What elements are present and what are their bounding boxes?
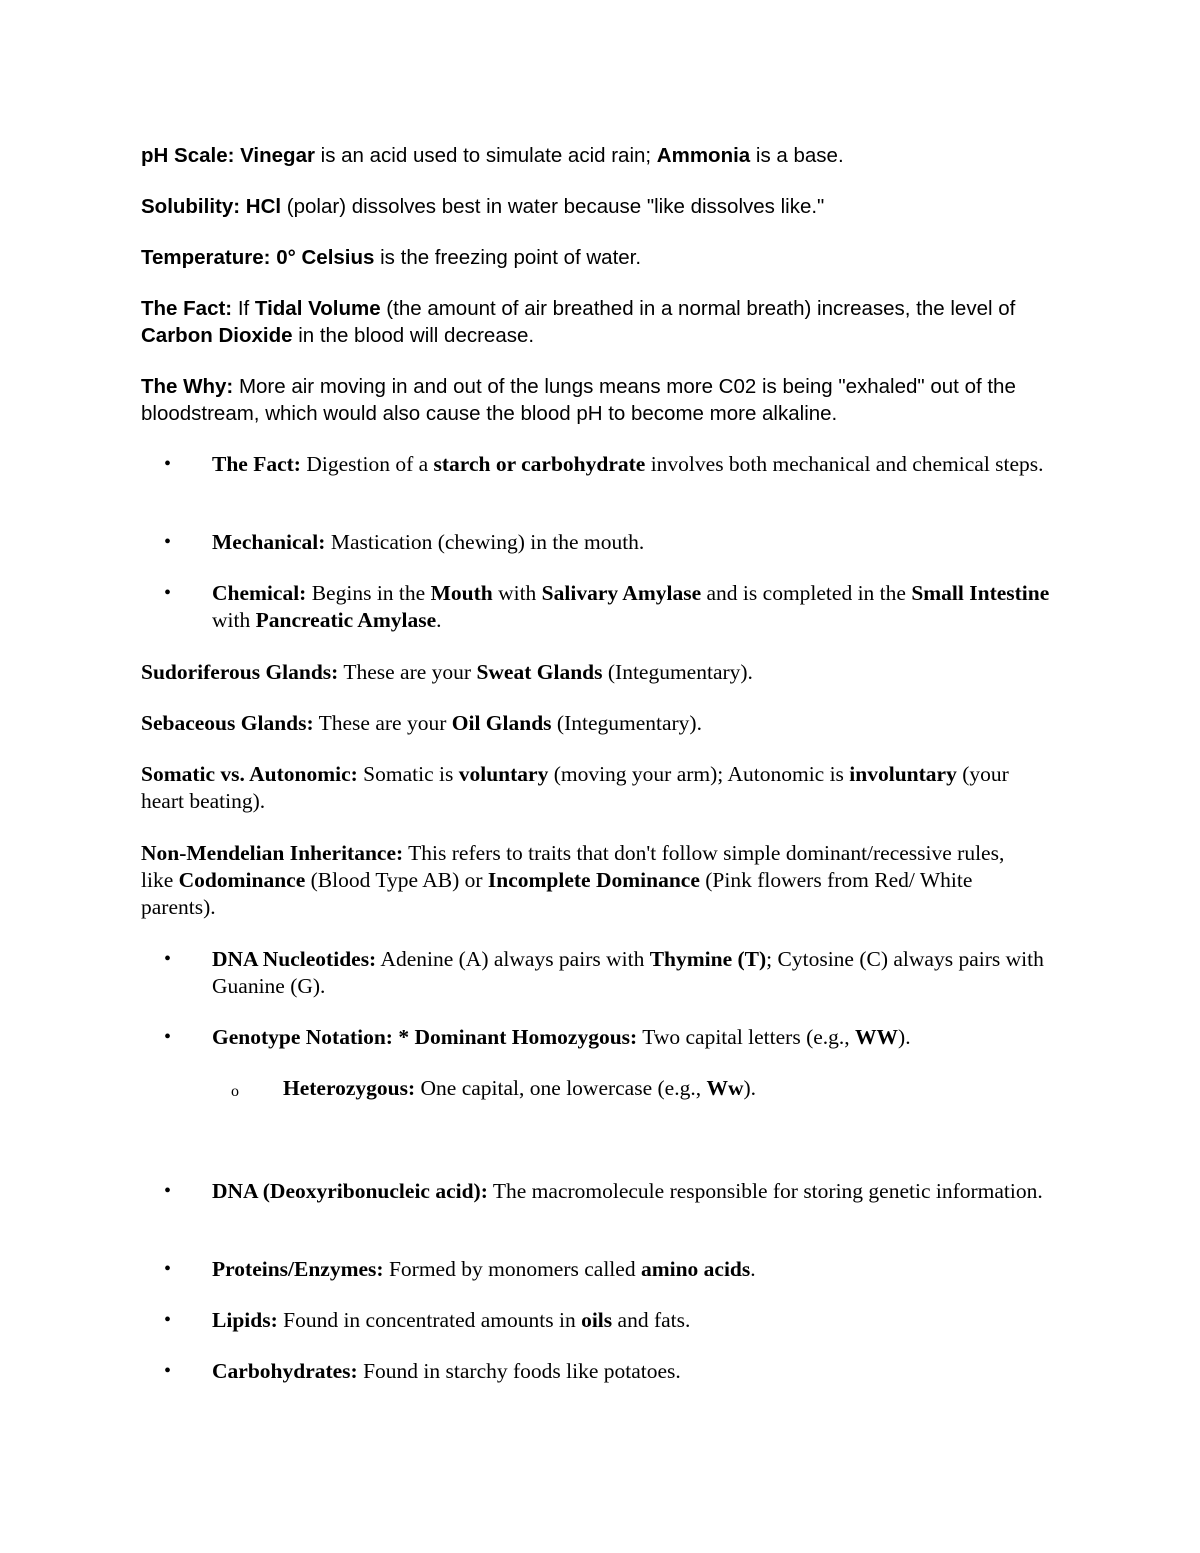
list-item: Chemical: Begins in the Mouth with Salivary Amylase and is completed in the Small Intestine with Pancreatic Amylase. bbox=[212, 581, 1050, 632]
temperature-paragraph: Temperature: 0° Celsius is the freezing point of water. bbox=[141, 246, 642, 269]
bullet-icon: • bbox=[164, 1309, 172, 1331]
list-item: The Fact: Digestion of a starch or carbohydrate involves both mechanical and chemical steps. bbox=[212, 452, 1044, 476]
sub-list-item: Heterozygous: One capital, one lowercase (e.g., Ww). bbox=[283, 1076, 757, 1100]
list-item: Genotype Notation: * Dominant Homozygous: Two capital letters (e.g., WW). bbox=[212, 1025, 911, 1049]
list-item: Carbohydrates: Found in starchy foods like potatoes. bbox=[212, 1359, 681, 1383]
ph-scale-paragraph: pH Scale: Vinegar is an acid used to simulate acid rain; Ammonia is a base. bbox=[141, 144, 844, 167]
bullet-icon: • bbox=[164, 1258, 172, 1280]
temperature-label: Temperature: bbox=[141, 246, 271, 269]
why-label: The Why: bbox=[141, 375, 234, 398]
list-item: Proteins/Enzymes: Formed by monomers called amino acids. bbox=[212, 1257, 756, 1281]
bullet-icon: • bbox=[164, 453, 172, 475]
ph-scale-label: pH Scale: bbox=[141, 144, 235, 167]
sudoriferous-paragraph: Sudoriferous Glands: These are your Sweat Glands (Integumentary). bbox=[141, 660, 753, 684]
non-mendelian-paragraph: Non-Mendelian Inheritance: This refers to traits that don't follow simple dominant/recessive rules, like Codominance (Blood Type AB) or Incomplete Dominance (Pink flowers from Red/ White parents). bbox=[141, 841, 1005, 919]
somatic-paragraph: Somatic vs. Autonomic: Somatic is voluntary (moving your arm); Autonomic is involuntary (your heart beating). bbox=[141, 762, 1009, 813]
list-item: DNA Nucleotides: Adenine (A) always pairs with Thymine (T); Cytosine (C) always pairs with Guanine (G). bbox=[212, 947, 1044, 998]
bullet-icon: • bbox=[164, 1026, 172, 1048]
solubility-label: Solubility: bbox=[141, 195, 241, 218]
list-item: DNA (Deoxyribonucleic acid): The macromolecule responsible for storing genetic information. bbox=[212, 1179, 1043, 1203]
list-item: Lipids: Found in concentrated amounts in oils and fats. bbox=[212, 1308, 691, 1332]
bullet-icon: • bbox=[164, 582, 172, 604]
sebaceous-paragraph: Sebaceous Glands: These are your Oil Glands (Integumentary). bbox=[141, 711, 702, 735]
list-item: Mechanical: Mastication (chewing) in the mouth. bbox=[212, 530, 645, 554]
bullet-icon: • bbox=[164, 531, 172, 553]
bullet-icon: • bbox=[164, 948, 172, 970]
why-paragraph: The Why: More air moving in and out of the lungs means more C02 is being "exhaled" out of the bloodstream, which would also cause the blood pH to become more alkaline. bbox=[141, 375, 1016, 425]
bullet-icon: • bbox=[164, 1180, 172, 1202]
solubility-paragraph: Solubility: HCl (polar) dissolves best in water because "like dissolves like." bbox=[141, 195, 825, 218]
tidal-fact-paragraph: The Fact: If Tidal Volume (the amount of air breathed in a normal breath) increases, the level of Carbon Dioxide in the blood will decrease. bbox=[141, 297, 1016, 347]
fact-label: The Fact: bbox=[141, 297, 233, 320]
bullet-icon: • bbox=[164, 1360, 172, 1382]
circle-bullet-icon: o bbox=[231, 1083, 239, 1100]
